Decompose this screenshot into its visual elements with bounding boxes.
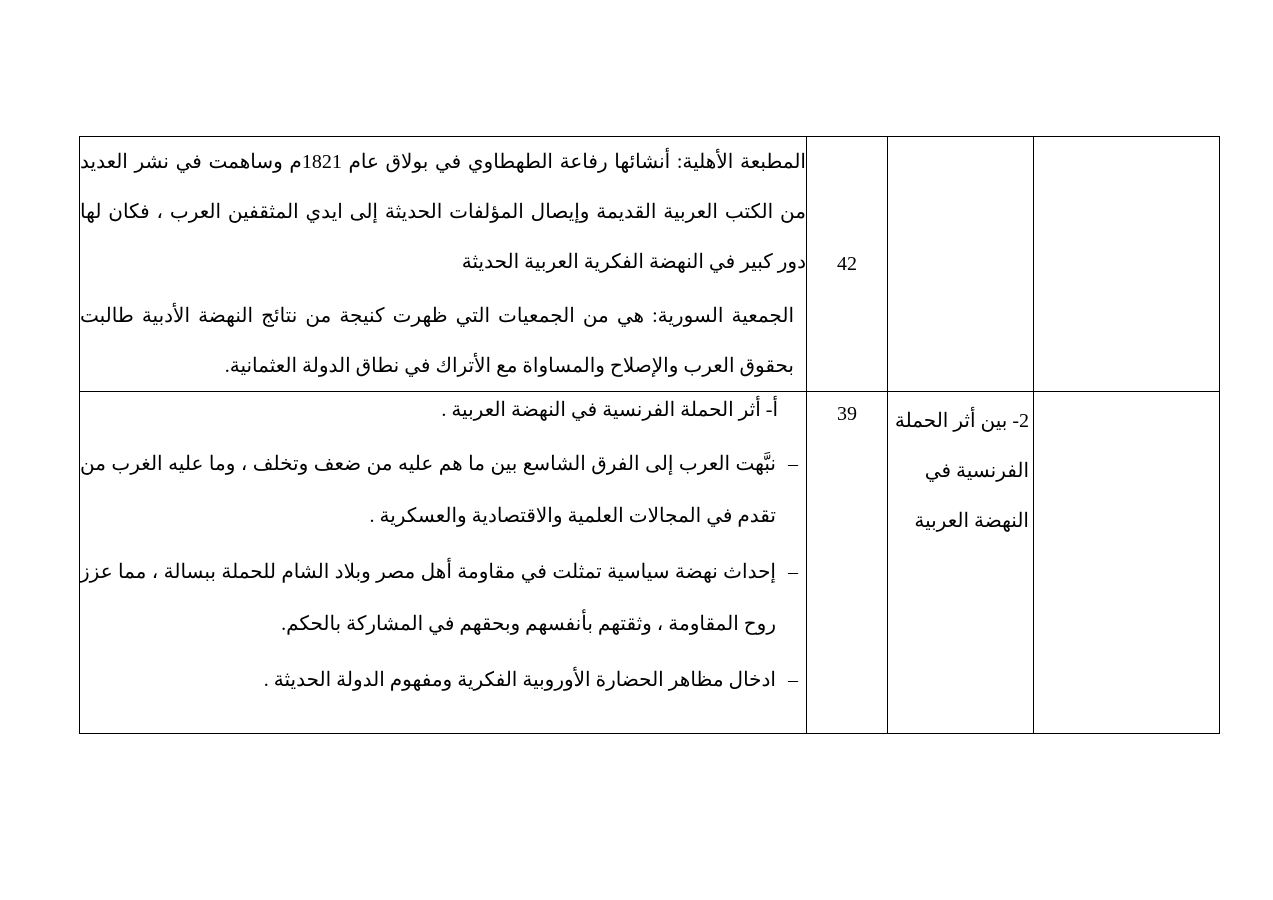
list-item xyxy=(80,654,806,706)
bullet-dash: – xyxy=(788,453,798,475)
topic-text xyxy=(888,137,1033,141)
lesson-table xyxy=(79,136,1220,734)
paragraph-printing-press: المطبعة الأهلية: أنشائها رفاعة الطهطاوي في بولاق عام 1821م وساهمت في نشر العديد من الكتب العربية القديمة وإيصال المؤلفات الحديثة إلى ايدي المثقفين العرب ، فكان لها دور كبير في النهضة الفكرية العربية الحديثة xyxy=(80,151,806,273)
section-heading: أ- أثر الحملة الفرنسية في النهضة العربية . xyxy=(441,399,778,421)
paragraph-syrian-society: الجمعية السورية: هي من الجمعيات التي ظهرت كنيجة من نتائج النهضة الأدبية طالبت بحقوق العرب والإصلاح والمساواة مع الأتراك في نطاق الدولة العثمانية. xyxy=(80,305,794,377)
table-row xyxy=(80,137,1220,392)
list-item xyxy=(80,546,806,650)
bullet-dash: – xyxy=(788,561,798,583)
list-item xyxy=(80,438,806,542)
content-cell xyxy=(80,392,807,734)
topic-cell xyxy=(888,392,1034,734)
content-cell xyxy=(80,137,807,392)
bullet-dash: – xyxy=(788,669,798,691)
list-item-text: نبَّهت العرب إلى الفرق الشاسع بين ما هم عليه من ضعف وتخلف ، وما عليه الغرب من تقدم في المجالات العلمية والاقتصادية والعسكرية . xyxy=(80,453,776,527)
table-row xyxy=(80,392,1220,734)
page-number-cell: 42 xyxy=(807,137,888,392)
topic-text: 2- بين أثر الحملة الفرنسية في النهضة العربية xyxy=(894,410,1029,532)
page-number-cell: 39 xyxy=(807,392,888,734)
extra-cell xyxy=(1034,392,1220,734)
topic-cell xyxy=(888,137,1034,392)
list-item-text: إحداث نهضة سياسية تمثلت في مقاومة أهل مصر وبلاد الشام للحملة ببسالة ، مما عزز روح المقاومة ، وثقتهم بأنفسهم وبحقهم في المشاركة بالحكم. xyxy=(80,561,776,635)
extra-cell xyxy=(1034,137,1220,392)
list-item-text: ادخال مظاهر الحضارة الأوروبية الفكرية ومفهوم الدولة الحديثة . xyxy=(263,669,776,691)
